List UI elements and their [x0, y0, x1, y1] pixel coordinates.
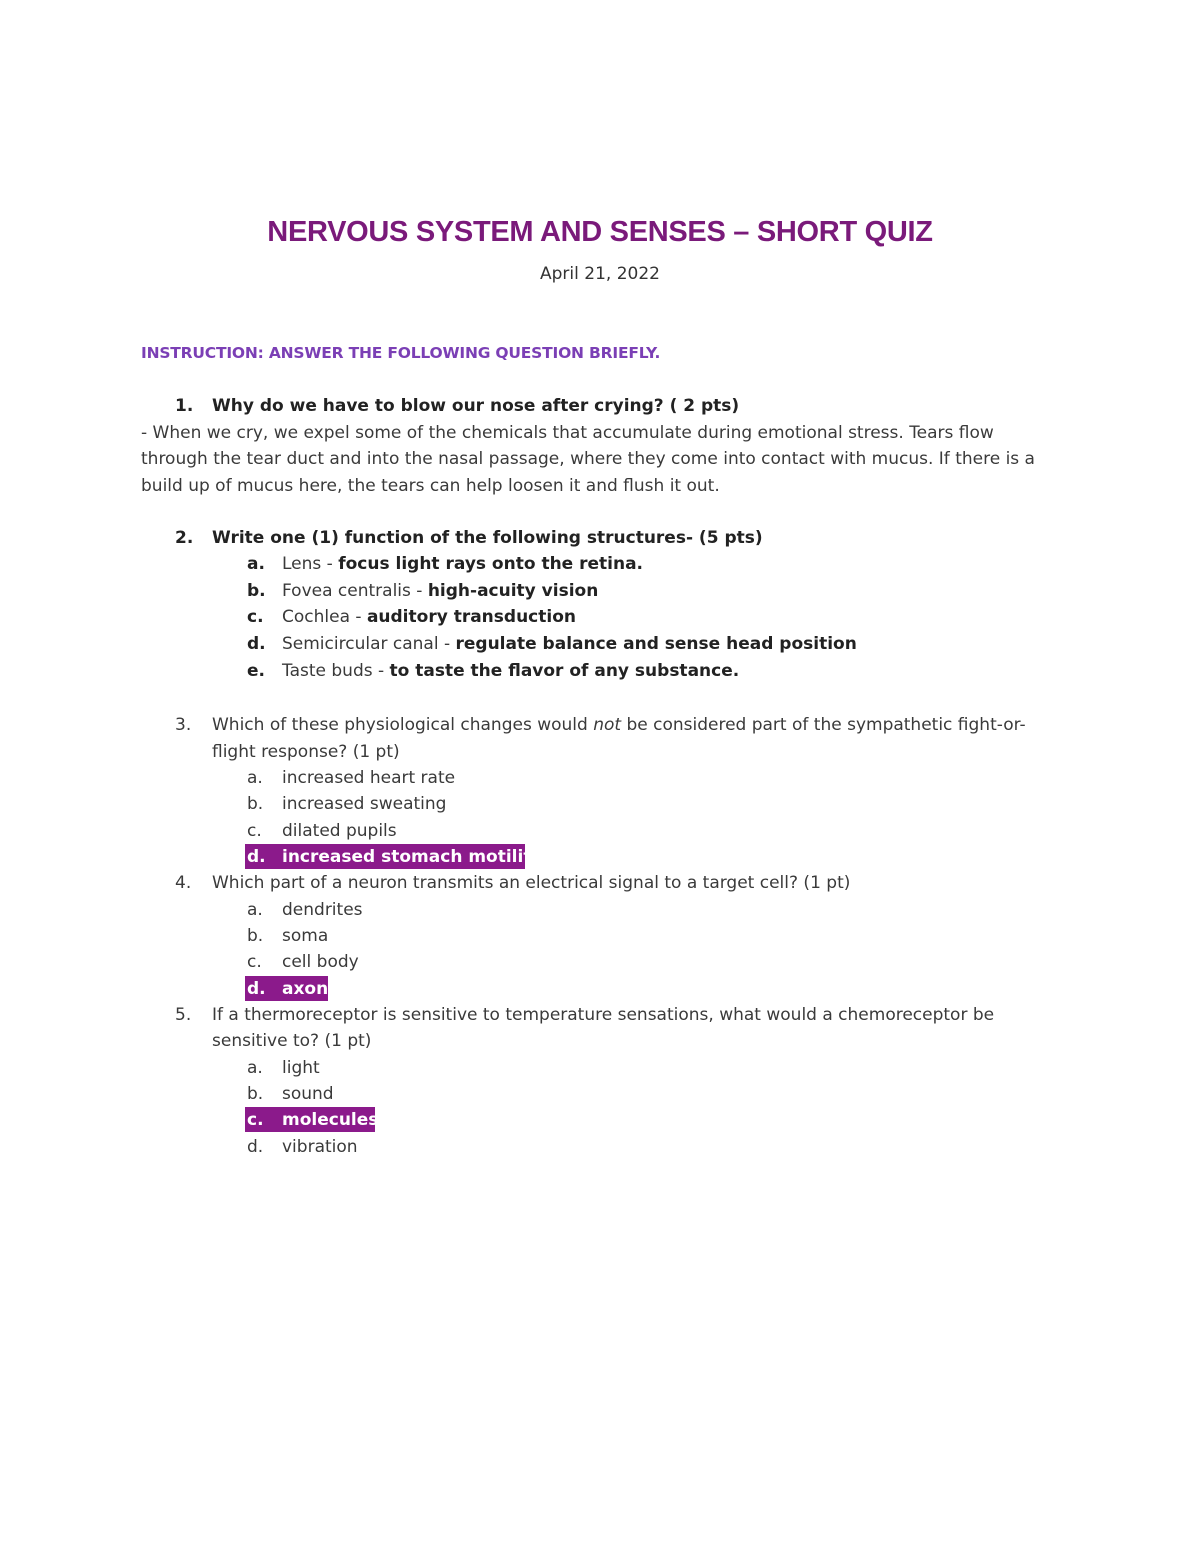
q2-item-b-term: Fovea centralis - [282, 581, 428, 601]
q5-text-line-1: If a thermoreceptor is sensitive to temperature sensations, what would a chemoreceptor be [212, 1005, 995, 1025]
q4-option-c-label: c. [247, 952, 262, 972]
quiz-title: NERVOUS SYSTEM AND SENSES – SHORT QUIZ [267, 216, 933, 248]
q5-number: 5. [175, 1005, 192, 1025]
q2-item-e [282, 660, 739, 682]
q2-item-d-term: Semicircular canal - [282, 634, 456, 654]
q3-text-italic: not [593, 715, 622, 735]
instruction-text: INSTRUCTION: ANSWER THE FOLLOWING QUESTION BRIEFLY. [141, 344, 661, 362]
q5-option-b: sound [282, 1084, 334, 1104]
q2-item-c-answer: auditory transduction [366, 607, 576, 627]
q2-item-e-term: Taste buds - [282, 661, 390, 681]
q2-item-c [282, 606, 576, 628]
q3-option-a-label: a. [247, 768, 263, 788]
q2-item-a-answer: focus light rays onto the retina. [338, 554, 644, 574]
q2-item-c-label: c. [247, 607, 264, 627]
q3-text-line-1 [212, 714, 1026, 736]
q1-answer-line-1: - When we cry, we expel some of the chemicals that accumulate during emotional stress. Tears flow [141, 423, 994, 443]
q3-text-line-2: flight response? (1 pt) [212, 742, 400, 762]
q4-option-d: axon [282, 979, 329, 999]
q5-text-line-2: sensitive to? (1 pt) [212, 1031, 372, 1051]
q5-option-a: light [282, 1058, 320, 1078]
q4-option-a: dendrites [282, 900, 363, 920]
q4-option-a-label: a. [247, 900, 263, 920]
q2-number: 2. [175, 528, 194, 548]
q4-option-c: cell body [282, 952, 359, 972]
q2-item-e-answer: to taste the flavor of any substance. [389, 661, 740, 681]
q2-item-b [282, 580, 598, 602]
q5-option-a-label: a. [247, 1058, 263, 1078]
q3-option-a: increased heart rate [282, 768, 456, 788]
q2-item-c-term: Cochlea - [282, 607, 367, 627]
q3-option-b-label: b. [247, 794, 264, 814]
q3-option-d-label: d. [247, 847, 266, 867]
q5-option-c: molecules [282, 1110, 379, 1130]
q1-number: 1. [175, 396, 194, 416]
q4-option-b: soma [282, 926, 329, 946]
q5-option-b-label: b. [247, 1084, 264, 1104]
q2-text: Write one (1) function of the following structures- (5 pts) [212, 528, 763, 548]
quiz-date: April 21, 2022 [540, 264, 660, 284]
q5-option-d: vibration [282, 1137, 358, 1157]
q2-item-a-label: a. [247, 554, 265, 574]
q1-text: Why do we have to blow our nose after crying? ( 2 pts) [212, 396, 740, 416]
q1-answer-line-3: build up of mucus here, the tears can help loosen it and flush it out. [141, 476, 720, 496]
q3-text-before: Which of these physiological changes would [212, 715, 594, 735]
q5-option-c-label: c. [247, 1110, 264, 1130]
q4-number: 4. [175, 873, 192, 893]
q4-option-b-label: b. [247, 926, 264, 946]
q2-item-b-label: b. [247, 581, 266, 601]
q3-text-after: be considered part of the sympathetic fight-or- [621, 715, 1026, 735]
q2-item-a [282, 553, 643, 575]
q5-option-d-label: d. [247, 1137, 264, 1157]
q2-item-e-label: e. [247, 661, 265, 681]
q1-answer-line-2: through the tear duct and into the nasal passage, where they come into contact with mucus. If there is a [141, 449, 1035, 469]
q2-item-d-label: d. [247, 634, 266, 654]
q3-option-b: increased sweating [282, 794, 447, 814]
q4-text: Which part of a neuron transmits an electrical signal to a target cell? (1 pt) [212, 873, 851, 893]
q3-option-d: increased stomach motility [282, 847, 543, 867]
q4-option-d-label: d. [247, 979, 266, 999]
q2-item-a-term: Lens - [282, 554, 339, 574]
q3-option-c: dilated pupils [282, 821, 397, 841]
q2-item-d-answer: regulate balance and sense head position [455, 634, 857, 654]
q3-number: 3. [175, 715, 192, 735]
q2-item-b-answer: high-acuity vision [427, 581, 599, 601]
q3-option-c-label: c. [247, 821, 262, 841]
q2-item-d [282, 633, 857, 655]
